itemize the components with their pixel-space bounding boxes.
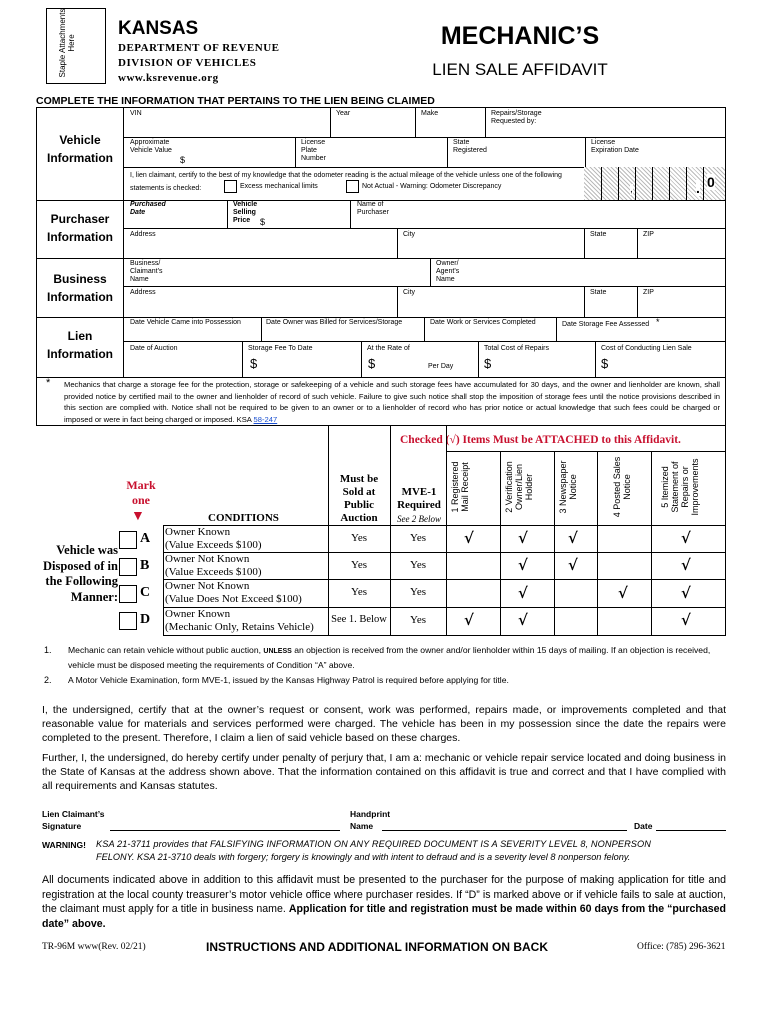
- check-a-1: √: [464, 529, 474, 547]
- condition-a-line1: Owner Known: [165, 526, 231, 538]
- fee-to-date-dollar: $: [250, 356, 258, 371]
- selling-price-dollar: $: [260, 217, 266, 227]
- repairs-label: Repairs/Storage Requested by:: [491, 110, 542, 125]
- condition-c-line1: Owner Not Known: [165, 580, 250, 592]
- check-c-4: √: [618, 584, 628, 602]
- total-repairs-dollar: $: [484, 356, 492, 371]
- claimant-signature-label: Lien Claimant’s Signature: [42, 809, 105, 831]
- year-label: Year: [336, 110, 351, 117]
- approx-value-label: Approximate Vehicle Value: [130, 139, 172, 154]
- mark-one: Mark one: [126, 478, 156, 507]
- purchased-date-label: Purchased Date: [130, 201, 166, 216]
- plate-label: License Plate Number: [301, 139, 326, 162]
- form-subtitle: LIEN SALE AFFIDAVIT: [432, 60, 608, 79]
- conducting-label: Cost of Conducting Lien Sale: [601, 345, 692, 352]
- staple-box: [46, 8, 106, 84]
- condition-a-checkbox[interactable]: [119, 531, 137, 549]
- certify-p2: Further, I, the undersigned, do hereby certify under penalty of perjury that, I am a: mechanic or vehicle repair service located and doing business in the State of Kansas at the address shown above. That the information contained on this affidavit is true and correct and that I have complied with all requirements and Kansas statutes.: [42, 752, 726, 792]
- check-a-2: √: [518, 529, 528, 547]
- documents-bold: Application for title and registration must be made within 60 days from the “purchased date” above.: [42, 903, 727, 930]
- rate-label: At the Rate of: [367, 345, 410, 352]
- business-section-label: Business Information: [47, 272, 113, 304]
- mve-required-label: MVE-1 Required: [397, 486, 441, 511]
- condition-c-line2: (Value Does Not Exceed $100): [165, 593, 302, 605]
- footnote-ksa-link[interactable]: 58-247: [253, 414, 278, 424]
- condition-b-checkbox[interactable]: [119, 558, 137, 576]
- check-b-3: √: [568, 556, 578, 574]
- claimant-name-label: Business/ Claimant’s Name: [130, 260, 163, 283]
- billed-label: Date Owner was Billed for Services/Storage: [266, 319, 403, 326]
- business-city-label: City: [403, 289, 416, 296]
- handprint-label: Handprint Name: [350, 809, 391, 831]
- condition-d-text: [165, 608, 314, 634]
- check-b-5: √: [681, 556, 691, 574]
- condition-b-mve: Yes: [409, 559, 426, 571]
- vin-label: VIN: [130, 110, 142, 117]
- checked-header: Checked (√) Items Must be ATTACHED to this Affidavit.: [400, 434, 681, 446]
- make-label: Make: [421, 110, 439, 117]
- instruction: COMPLETE THE INFORMATION THAT PERTAINS TO THE LIEN BEING CLAIMED: [36, 95, 435, 107]
- certify-p1: I, the undersigned, certify that at the owner’s request or consent, work was performed, repairs made, or improvements completed and that reasonable value for materials and services performed were charged. The vehicle has been in my possession since the date the repairs were completed to the present. Therefore, I claim a lien of said vehicle based on these charges.: [42, 704, 726, 744]
- conditions-label: CONDITIONS: [208, 512, 279, 524]
- documents-body: All documents indicated above in addition to this affidavit must be presented to the purchaser for the purpose of making application for title and registration at the local county treasurer’s motor vehicle office where purchaser resides. If “D” is marked above or if vehicle fails to sale at auction, the claimant must apply for a title in business name.: [42, 874, 726, 915]
- purchaser-address-label: Address: [130, 231, 156, 238]
- condition-c-checkbox[interactable]: [119, 585, 137, 603]
- not-actual-label: Not Actual - Warning: Odometer Discrepancy: [362, 183, 502, 190]
- warning-label: WARNING!: [42, 840, 86, 850]
- warning-text-1: KSA 21-3711 provides that FALSIFYING INFORMATION ON ANY REQUIRED DOCUMENT IS A SEVERITY LEVEL 8, NONPERSON: [96, 839, 652, 849]
- form-title: MECHANIC’S: [440, 22, 600, 50]
- condition-d-line2: (Mechanic Only, Retains Vehicle): [165, 621, 314, 633]
- condition-d-letter: D: [140, 612, 151, 627]
- handprint-line[interactable]: [382, 830, 627, 831]
- odometer-dot: .: [696, 180, 700, 196]
- condition-c-auction: Yes: [350, 586, 367, 598]
- condition-a-auction: Yes: [350, 532, 367, 544]
- check-c-2: √: [518, 584, 528, 602]
- condition-c-text: [165, 580, 302, 606]
- fee-assessed-label: Date Storage Fee Assessed: [562, 321, 650, 328]
- footnote-text: [64, 379, 720, 425]
- check-d-1: √: [464, 611, 474, 629]
- condition-a-text: [165, 526, 262, 552]
- state-registered-label: State Registered: [453, 139, 487, 154]
- col-verification: 2 Verification Owner/Lien Holder: [504, 461, 534, 513]
- form-number: TR-96M www(Rev. 02/21): [42, 942, 146, 952]
- agent-name-label: Owner/ Agent’s Name: [436, 260, 460, 283]
- check-c-5: √: [681, 584, 691, 602]
- work-completed-label: Date Work or Services Completed: [430, 319, 536, 326]
- condition-b-letter: B: [140, 558, 150, 573]
- purchaser-state-label: State: [590, 231, 607, 238]
- purchaser-section-label: Purchaser Information: [47, 212, 113, 244]
- condition-b-auction: Yes: [350, 559, 367, 571]
- excess-checkbox[interactable]: [224, 180, 237, 193]
- business-state-label: State: [590, 289, 607, 296]
- agency-division: DIVISION OF VEHICLES: [118, 57, 257, 69]
- documents-text: [42, 873, 726, 931]
- fee-assessed-star: *: [656, 317, 660, 327]
- condition-d-auction: See 1. Below: [331, 614, 387, 625]
- note-2-num: 2.: [44, 675, 52, 685]
- purchaser-city-label: City: [403, 231, 416, 238]
- col-itemized: 5 Itemized Statement of Repairs or Improvements: [660, 458, 700, 516]
- condition-d-mve: Yes: [409, 614, 426, 626]
- date-label: Date: [634, 821, 653, 831]
- condition-d-checkbox[interactable]: [119, 612, 137, 630]
- not-actual-checkbox[interactable]: [346, 180, 359, 193]
- odometer-tenths: 0: [707, 174, 715, 190]
- col-newspaper: 3 Newspaper Notice: [558, 460, 578, 514]
- per-day-label: Per Day: [428, 363, 454, 370]
- lien-section-label: Lien Information: [47, 329, 113, 361]
- business-address-label: Address: [130, 289, 156, 296]
- purchaser-zip-label: ZIP: [643, 231, 654, 238]
- footnote-star: *: [46, 377, 51, 389]
- check-d-2: √: [518, 611, 528, 629]
- check-a-3: √: [568, 529, 578, 547]
- note-1-post: an objection is received from the owner and/or lienholder within 15 days of mailing. If an objection is received, vehicle must be disposed meeting the requirements of Condition “A” above.: [68, 645, 711, 670]
- note-1-pre: Mechanic can retain vehicle without public auction,: [68, 645, 261, 655]
- purchaser-name-label: Name of Purchaser: [357, 201, 389, 216]
- condition-a-letter: A: [140, 531, 151, 546]
- see-below-label: See 2 Below: [397, 514, 441, 524]
- claimant-signature-line[interactable]: [110, 830, 340, 831]
- staple-text: Staple Attachments Here: [58, 8, 76, 78]
- odometer-comma: ,: [630, 184, 633, 195]
- condition-a-line2: (Value Exceeds $100): [165, 539, 262, 551]
- total-repairs-label: Total Cost of Repairs: [484, 345, 549, 352]
- agency-website[interactable]: www.ksrevenue.org: [118, 72, 219, 84]
- footer-instructions: INSTRUCTIONS AND ADDITIONAL INFORMATION ON BACK: [206, 940, 548, 954]
- condition-c-letter: C: [140, 585, 151, 600]
- vehicle-section-label: Vehicle Information: [47, 133, 113, 165]
- note-2: A Motor Vehicle Examination, form MVE-1, issued by the Kansas Highway Patrol is required before applying for title.: [68, 675, 509, 685]
- note-1-unless: UNLESS: [263, 648, 292, 655]
- conducting-dollar: $: [601, 356, 609, 371]
- excess-label: Excess mechanical limits: [240, 183, 318, 190]
- condition-a-mve: Yes: [409, 532, 426, 544]
- auction-date-label: Date of Auction: [130, 345, 178, 352]
- condition-b-line1: Owner Not Known: [165, 553, 250, 565]
- business-zip-label: ZIP: [643, 289, 654, 296]
- note-1: [68, 644, 724, 671]
- date-line[interactable]: [656, 830, 726, 831]
- came-into-label: Date Vehicle Came into Possession: [130, 319, 241, 326]
- disposed-label: Vehicle was Disposed of in the Following Manner:: [42, 543, 118, 604]
- rate-dollar: $: [368, 356, 376, 371]
- check-b-2: √: [518, 556, 528, 574]
- agency-state: KANSAS: [118, 18, 199, 39]
- fee-to-date-label: Storage Fee To Date: [248, 345, 313, 352]
- footnote-body: Mechanics that charge a storage fee for the protection, storage or safekeeping of a vehicle and such storage fees have accumulated for 30 days, and the owner and lienholder are known, shall provided notice by certified mail to the owner and lienholder of record of such vehicle. Failure to give such notice shall stop the imposition of storage fees until the notice provisions described in this section are complied with. Notice shall not be required to be given to an owner or to a lienholder of record who has prior notice or actual knowledge that such fees could be charged or imposed or were in fact being charged or imposed. KSA: [64, 380, 720, 424]
- expiration-label: License Expiration Date: [591, 139, 639, 154]
- office-phone: Office: (785) 296-3621: [637, 942, 726, 952]
- selling-price-label: Vehicle Selling Price: [233, 201, 258, 224]
- warning-text-2: FELONY. KSA 21-3710 deals with forgery; forgery is knowingly and with intent to defraud and is a severity level 8 nonperson felony.: [96, 852, 631, 862]
- check-d-5: √: [681, 611, 691, 629]
- col-posted-sales: 4 Posted Sales Notice: [612, 456, 632, 518]
- condition-b-text: [165, 553, 262, 579]
- condition-b-line2: (Value Exceeds $100): [165, 566, 262, 578]
- odometer-certify: I, lien claimant, certify to the best of my knowledge that the odometer reading is the actual mileage of the vehicle unless one of the following statements is checked:: [130, 172, 562, 192]
- must-be-sold-label: Must be Sold at Public Auction: [339, 473, 379, 524]
- note-1-num: 1.: [44, 645, 52, 655]
- condition-c-mve: Yes: [409, 586, 426, 598]
- down-arrow-icon: ▼: [131, 507, 145, 523]
- condition-d-line1: Owner Known: [165, 608, 231, 620]
- check-a-5: √: [681, 529, 691, 547]
- agency-dept: DEPARTMENT OF REVENUE: [118, 42, 280, 54]
- value-dollar: $: [180, 155, 186, 165]
- col-registered-mail: 1 Registered Mail Receipt: [450, 461, 470, 513]
